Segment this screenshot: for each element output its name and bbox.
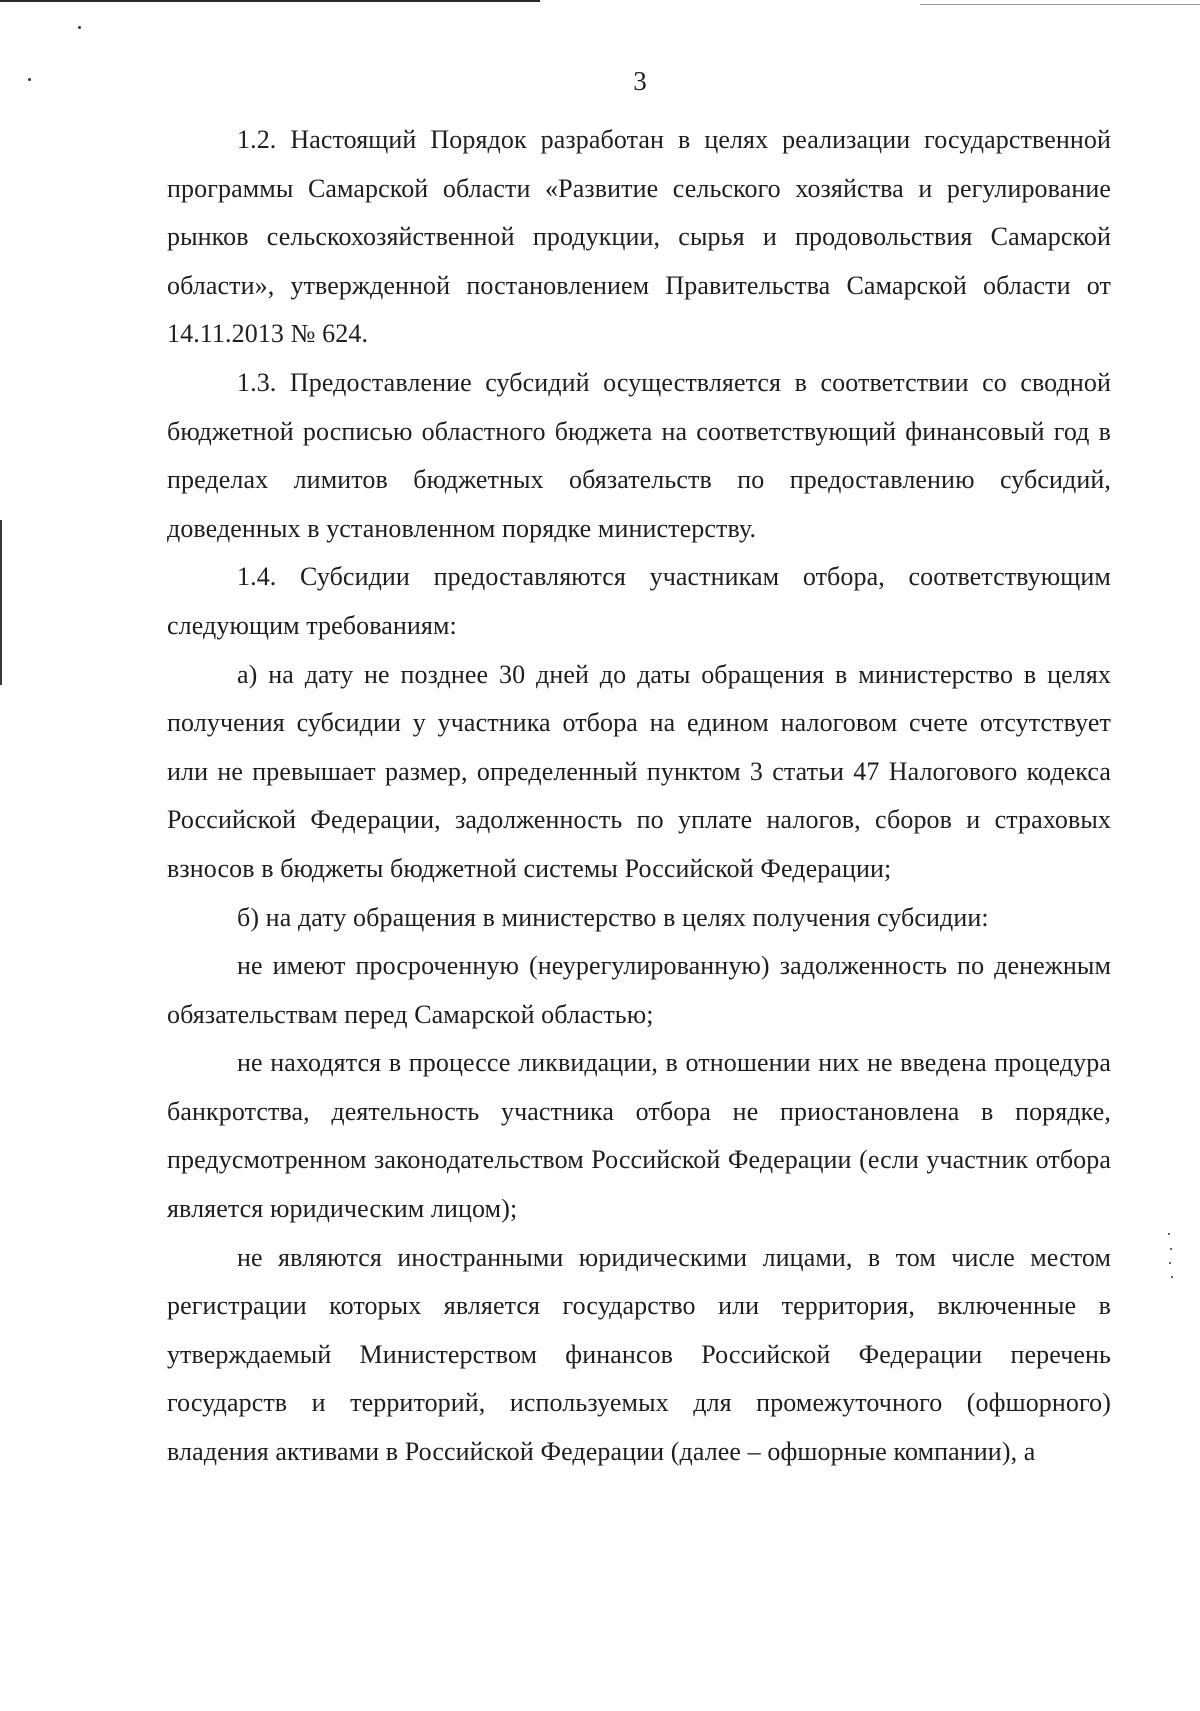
paragraph-not-foreign-entity: не являются иностранными юридическими лицами, в том числе местом регистрации которых является государство или территория, включенные в утверждаемый Министерством финансов Российской Федерации перечень государств и территорий, используемых для промежуточного (офшорного) владения активами в Российской Федерации (далее – офшорные компании), а bbox=[167, 1242, 1111, 1467]
scan-speck bbox=[78, 26, 81, 29]
paragraph-1-4: 1.4. Субсидии предоставляются участникам отбора, соответствующим следующим требованиям: bbox=[167, 562, 1111, 640]
paragraph-1-3: 1.3. Предоставление субсидий осуществляется в соответствии со сводной бюджетной росписью областного бюджета на соответствующий финансовый год в пределах лимитов бюджетных обязательств по предоставлению субсидий, доведенных в установленном порядке министерству. bbox=[167, 367, 1111, 543]
paragraph-item-b: б) на дату обращения в министерство в целях получения субсидии: bbox=[237, 902, 989, 932]
scan-edge-top bbox=[0, 0, 540, 2]
scan-edge-top-right bbox=[920, 4, 1200, 5]
scan-edge-left bbox=[0, 520, 2, 685]
paragraph-not-liquidated: не находятся в процессе ликвидации, в отношении них не введена процедура банкротства, деятельность участника отбора не приостановлена в порядке, предусмотренном законодательством Российской Федерации (если участник отбора является юридическим лицом); bbox=[167, 1048, 1111, 1224]
scan-speck bbox=[1168, 1233, 1170, 1235]
paragraph-no-overdue-debt: не имеют просроченную (неурегулированную) задолженность по денежным обязательствам перед Самарской областью; bbox=[167, 951, 1111, 1029]
paragraph-1-2: 1.2. Настоящий Порядок разработан в целях реализации государственной программы Самарской области «Развитие сельского хозяйства и регулирование рынков сельскохозяйственной продукции, сырья и продовольствия Самарской области», утвержденной постановлением Правительства Самарской области от 14.11.2013 № 624. bbox=[167, 125, 1111, 349]
page-number: 3 bbox=[633, 66, 647, 96]
document-body bbox=[167, 116, 1111, 1477]
scan-speck bbox=[1169, 1262, 1171, 1264]
scan-speck bbox=[1171, 1276, 1173, 1278]
paragraph-item-a: а) на дату не позднее 30 дней до даты обращения в министерство в целях получения субсидии у участника отбора на едином налоговом счете отсутствует или не превышает размер, определенный пунктом 3 статьи 47 Налогового кодекса Российской Федерации, задолженность по уплате налогов, сборов и страховых взносов в бюджеты бюджетной системы Российской Федерации; bbox=[167, 659, 1111, 883]
scan-speck bbox=[1170, 1248, 1172, 1250]
